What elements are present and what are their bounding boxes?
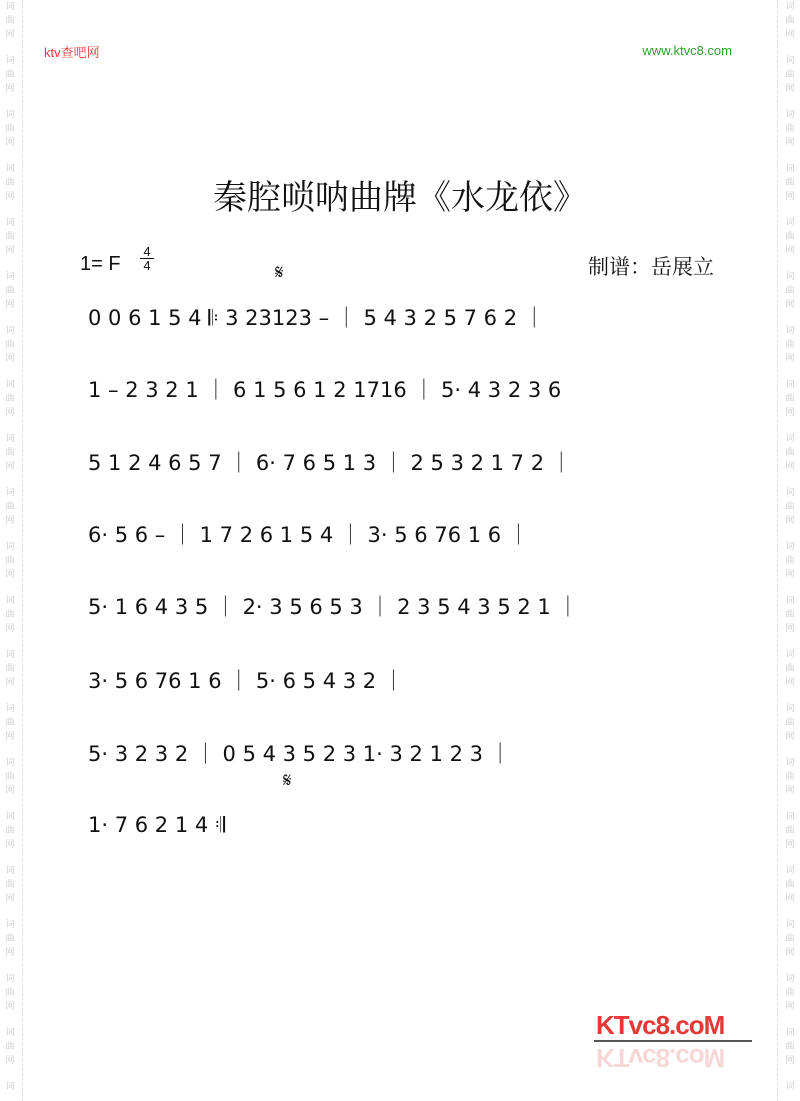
watermark-char: 网 — [785, 678, 795, 688]
watermark-char: 词 — [785, 812, 795, 822]
watermark-char: 词 — [785, 218, 795, 228]
watermark-char: 曲 — [785, 988, 795, 998]
watermark-char: 网 — [5, 246, 15, 256]
watermark-char: 词 — [785, 650, 795, 660]
watermark-char: 词 — [5, 542, 15, 552]
segno-icon-end: 𝄋 — [283, 768, 292, 792]
watermark-char: 词 — [785, 272, 795, 282]
watermark-char: 曲 — [5, 178, 15, 188]
site-url-right[interactable]: www.ktvc8.com — [642, 43, 732, 58]
watermark-char: 词 — [5, 2, 15, 12]
notation-line-6: 3· 5 6 76 1 6 ｜ 5· 6 5 4 3 2 ｜ — [88, 669, 404, 693]
watermark-char: 词 — [785, 164, 795, 174]
watermark-char: 词 — [5, 110, 15, 120]
watermark-char: 词 — [5, 326, 15, 336]
watermark-char: 曲 — [5, 340, 15, 350]
watermark-char: 曲 — [5, 502, 15, 512]
watermark-char: 网 — [785, 192, 795, 202]
watermark-char: 网 — [785, 786, 795, 796]
watermark-char: 网 — [785, 462, 795, 472]
watermark-char: 曲 — [785, 610, 795, 620]
watermark-char: 词 — [5, 650, 15, 660]
notation-line-2: 1 – 2 3 2 1 ｜ 6 1 5 6 1 2 1716 ｜ 5· 4 3 2 3 6 — [88, 378, 562, 402]
watermark-char: 曲 — [5, 826, 15, 836]
watermark-char: 词 — [5, 164, 15, 174]
watermark-char: 曲 — [5, 880, 15, 890]
watermark-char: 网 — [785, 84, 795, 94]
watermark-char: 曲 — [785, 448, 795, 458]
transcriber-credit: 制谱：岳展立 — [588, 255, 714, 279]
watermark-char: 网 — [785, 354, 795, 364]
watermark-char: 曲 — [785, 124, 795, 134]
watermark-char: 曲 — [5, 988, 15, 998]
watermark-char: 词 — [5, 218, 15, 228]
watermark-char: 网 — [785, 1002, 795, 1012]
watermark-char: 词 — [5, 272, 15, 282]
watermark-char: 网 — [785, 732, 795, 742]
watermark-char: 曲 — [785, 70, 795, 80]
watermark-char: 网 — [785, 516, 795, 526]
watermark-char: 词 — [785, 920, 795, 930]
watermark-char: 曲 — [5, 286, 15, 296]
watermark-char: 曲 — [785, 772, 795, 782]
watermark-char: 词 — [5, 920, 15, 930]
watermark-char: 词 — [785, 758, 795, 768]
watermark-char: 词 — [5, 812, 15, 822]
watermark-char: 词 — [5, 56, 15, 66]
watermark-char: 词 — [5, 704, 15, 714]
watermark-char: 曲 — [5, 124, 15, 134]
watermark-char: 曲 — [5, 70, 15, 80]
watermark-char: 网 — [785, 894, 795, 904]
watermark-char: 网 — [785, 300, 795, 310]
notation-line-8: 1· 7 6 2 1 4 𝄇 — [88, 813, 226, 837]
time-signature-denominator: 4 — [140, 258, 154, 272]
watermark-char: 词 — [5, 1028, 15, 1038]
watermark-char: 词 — [785, 2, 795, 12]
watermark-char: 网 — [5, 732, 15, 742]
watermark-char: 曲 — [5, 718, 15, 728]
watermark-char: 网 — [5, 462, 15, 472]
watermark-char: 网 — [785, 30, 795, 40]
watermark-char: 曲 — [5, 934, 15, 944]
watermark-char: 词 — [785, 1028, 795, 1038]
time-signature — [140, 245, 154, 272]
watermark-char: 曲 — [5, 16, 15, 26]
time-signature-numerator: 4 — [143, 244, 151, 259]
watermark-char: 曲 — [5, 610, 15, 620]
watermark-char: 网 — [785, 246, 795, 256]
watermark-char: 网 — [5, 354, 15, 364]
watermark-char: 词 — [785, 866, 795, 876]
watermark-char: 曲 — [5, 772, 15, 782]
watermark-char: 网 — [5, 570, 15, 580]
watermark-char: 网 — [785, 408, 795, 418]
watermark-char: 网 — [785, 570, 795, 580]
watermark-char: 曲 — [785, 880, 795, 890]
right-margin-rule — [777, 0, 778, 1101]
watermark-char: 曲 — [785, 340, 795, 350]
notation-line-1: 0 0 6 1 5 4 𝄆 3 23123 – ｜ 5 4 3 2 5 7 6 2 ｜ — [88, 306, 545, 330]
watermark-char: 网 — [5, 516, 15, 526]
watermark-char: 词 — [5, 758, 15, 768]
watermark-char: 词 — [5, 488, 15, 498]
watermark-char: 曲 — [785, 556, 795, 566]
watermark-char: 网 — [5, 1002, 15, 1012]
watermark-char: 曲 — [785, 502, 795, 512]
watermark-char: 曲 — [785, 934, 795, 944]
watermark-char: 曲 — [785, 664, 795, 674]
watermark-char: 曲 — [785, 178, 795, 188]
watermark-char: 网 — [5, 894, 15, 904]
watermark-char: 网 — [5, 138, 15, 148]
notation-line-5: 5· 1 6 4 3 5 ｜ 2· 3 5 6 5 3 ｜ 2 3 5 4 3 5 2 1 ｜ — [88, 595, 579, 619]
watermark-char: 网 — [5, 192, 15, 202]
watermark-char: 网 — [5, 624, 15, 634]
watermark-char: 网 — [5, 786, 15, 796]
site-logo-reflection: KTvc8.coM — [596, 1043, 725, 1073]
watermark-char: 网 — [5, 408, 15, 418]
watermark-char: 曲 — [785, 826, 795, 836]
watermark-char: 词 — [785, 704, 795, 714]
watermark-char: 曲 — [785, 16, 795, 26]
watermark-char: 词 — [5, 974, 15, 984]
watermark-char: 网 — [5, 840, 15, 850]
watermark-char: 曲 — [5, 1042, 15, 1052]
watermark-char: 词 — [5, 380, 15, 390]
left-margin-rule — [22, 0, 23, 1101]
watermark-char: 词 — [785, 542, 795, 552]
left-watermark-column — [3, 0, 17, 1101]
watermark-char: 网 — [785, 624, 795, 634]
site-logo[interactable]: KTvc8.coM — [596, 1010, 725, 1040]
watermark-char: 词 — [785, 380, 795, 390]
watermark-char: 词 — [785, 326, 795, 336]
watermark-char: 网 — [5, 948, 15, 958]
watermark-char: 曲 — [785, 286, 795, 296]
watermark-char: 词 — [5, 1082, 15, 1092]
watermark-char: 曲 — [785, 1042, 795, 1052]
watermark-char: 词 — [5, 866, 15, 876]
watermark-char: 词 — [785, 434, 795, 444]
key-signature: 1= F — [80, 253, 121, 275]
watermark-char: 词 — [785, 110, 795, 120]
watermark-char: 网 — [5, 300, 15, 310]
watermark-char: 曲 — [785, 718, 795, 728]
watermark-char: 曲 — [5, 556, 15, 566]
notation-line-4: 6· 5 6 – ｜ 1 7 2 6 1 5 4 ｜ 3· 5 6 76 1 6 ｜ — [88, 523, 529, 547]
watermark-char: 词 — [785, 1082, 795, 1092]
watermark-char: 网 — [5, 678, 15, 688]
segno-icon-start: 𝄋 — [275, 260, 284, 284]
watermark-char: 曲 — [785, 232, 795, 242]
watermark-char: 曲 — [5, 448, 15, 458]
watermark-char: 网 — [785, 1056, 795, 1066]
watermark-char: 网 — [5, 30, 15, 40]
watermark-char: 词 — [785, 974, 795, 984]
watermark-char: 曲 — [5, 394, 15, 404]
watermark-char: 网 — [5, 1056, 15, 1066]
watermark-char: 曲 — [785, 394, 795, 404]
watermark-char: 曲 — [5, 664, 15, 674]
watermark-char: 网 — [5, 84, 15, 94]
right-watermark-column — [783, 0, 797, 1101]
notation-line-3: 5 1 2 4 6 5 7 ｜ 6· 7 6 5 1 3 ｜ 2 5 3 2 1 7 2 ｜ — [88, 451, 572, 475]
score-title: 秦腔唢呐曲牌《水龙依》 — [213, 178, 587, 218]
watermark-char: 词 — [785, 488, 795, 498]
watermark-char: 网 — [785, 948, 795, 958]
watermark-char: 词 — [5, 434, 15, 444]
watermark-char: 网 — [785, 138, 795, 148]
watermark-char: 词 — [785, 596, 795, 606]
watermark-char: 词 — [5, 596, 15, 606]
watermark-char: 词 — [785, 56, 795, 66]
watermark-char: 曲 — [5, 232, 15, 242]
watermark-char: 网 — [785, 840, 795, 850]
notation-line-7: 5· 3 2 3 2 ｜ 0 5 4 3 5 2 3 1· 3 2 1 2 3 ｜ — [88, 742, 511, 766]
site-name-left[interactable]: ktv查吧网 — [44, 45, 100, 60]
